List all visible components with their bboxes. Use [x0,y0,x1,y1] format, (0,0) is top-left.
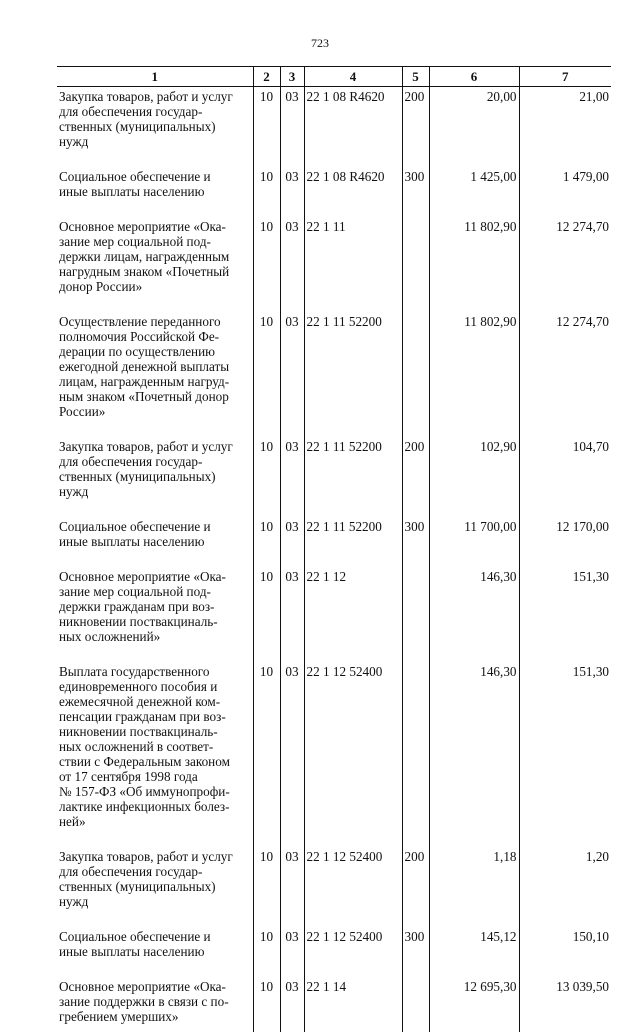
description-line: Основное мероприятие «Ока- [59,219,251,234]
description-line: ствии с Федеральным законом [59,754,251,769]
description-line: зание поддержки в связи с по- [59,994,251,1009]
subsection-code: 03 [280,312,304,437]
amount-year-1: 146,30 [429,662,519,847]
target-article-code: 22 1 12 52400 [304,927,402,977]
description-line: зание мер социальной под- [59,234,251,249]
section-code: 10 [253,927,280,977]
row-description [57,217,253,312]
description-line: нужд [59,134,251,149]
row-description [57,567,253,662]
target-article-code: 22 1 11 52200 [304,517,402,567]
description-line: № 157-ФЗ «Об иммунопрофи- [59,784,251,799]
subsection-code: 03 [280,847,304,927]
description-line: лактике инфекционных болез- [59,799,251,814]
description-line: пенсации гражданам при воз- [59,709,251,724]
table-body [57,87,611,1032]
amount-year-2: 151,30 [519,662,611,847]
amount-year-2: 12 274,70 [519,312,611,437]
target-article-code: 22 1 12 52400 [304,662,402,847]
header-col-3: 3 [280,67,304,87]
description-line: Закупка товаров, работ и услуг [59,89,251,104]
amount-year-1: 102,90 [429,437,519,517]
section-code: 10 [253,87,280,168]
description-line: Осуществление переданного [59,314,251,329]
table-row [57,167,611,217]
subsection-code: 03 [280,437,304,517]
amount-year-1: 145,12 [429,927,519,977]
description-line: никновении поствакциналь- [59,614,251,629]
description-line: гребением умерших» [59,1009,251,1024]
expense-type-code: 300 [402,167,429,217]
section-code: 10 [253,567,280,662]
description-line: от 17 сентября 1998 года [59,769,251,784]
header-col-1: 1 [57,67,253,87]
table-row [57,662,611,847]
description-line: иные выплаты населению [59,944,251,959]
description-line: Основное мероприятие «Ока- [59,569,251,584]
table-header-row [57,67,611,87]
target-article-code: 22 1 14 [304,977,402,1032]
description-line: ных осложнений в соответ- [59,739,251,754]
amount-year-2: 21,00 [519,87,611,168]
target-article-code: 22 1 11 52200 [304,437,402,517]
target-article-code: 22 1 11 [304,217,402,312]
amount-year-1: 20,00 [429,87,519,168]
subsection-code: 03 [280,167,304,217]
expense-type-code [402,977,429,1032]
description-line: нужд [59,894,251,909]
target-article-code: 22 1 12 52400 [304,847,402,927]
description-line: донор России» [59,279,251,294]
subsection-code: 03 [280,567,304,662]
description-line: России» [59,404,251,419]
table-row [57,312,611,437]
amount-year-2: 151,30 [519,567,611,662]
target-article-code: 22 1 11 52200 [304,312,402,437]
description-line: Выплата государственного [59,664,251,679]
description-line: Социальное обеспечение и [59,929,251,944]
subsection-code: 03 [280,977,304,1032]
subsection-code: 03 [280,87,304,168]
amount-year-2: 13 039,50 [519,977,611,1032]
description-line: для обеспечения государ- [59,454,251,469]
expense-type-code [402,217,429,312]
amount-year-1: 11 802,90 [429,312,519,437]
description-line: Основное мероприятие «Ока- [59,979,251,994]
row-description [57,662,253,847]
header-col-5: 5 [402,67,429,87]
target-article-code: 22 1 08 R4620 [304,87,402,168]
section-code: 10 [253,312,280,437]
description-line: никновении поствакциналь- [59,724,251,739]
expense-type-code: 300 [402,927,429,977]
description-line: Социальное обеспечение и [59,519,251,534]
table-row [57,567,611,662]
expense-type-code [402,312,429,437]
expense-type-code: 200 [402,847,429,927]
description-line: нагрудным знаком «Почетный [59,264,251,279]
description-line: ственных (муниципальных) [59,879,251,894]
expense-type-code: 200 [402,437,429,517]
description-line: ежемесячной денежной ком- [59,694,251,709]
row-description [57,87,253,168]
table-row [57,517,611,567]
amount-year-2: 12 170,00 [519,517,611,567]
amount-year-2: 1,20 [519,847,611,927]
expense-type-code: 200 [402,87,429,168]
section-code: 10 [253,847,280,927]
subsection-code: 03 [280,217,304,312]
target-article-code: 22 1 12 [304,567,402,662]
page-number: 723 [0,36,640,51]
row-description [57,437,253,517]
description-line: дерации по осуществлению [59,344,251,359]
description-line: ней» [59,814,251,829]
description-line: ных осложнений» [59,629,251,644]
description-line: для обеспечения государ- [59,104,251,119]
amount-year-1: 12 695,30 [429,977,519,1032]
budget-table [57,66,611,1032]
description-line: лицам, награжденным нагруд- [59,374,251,389]
header-col-4: 4 [304,67,402,87]
subsection-code: 03 [280,927,304,977]
amount-year-1: 11 802,90 [429,217,519,312]
row-description [57,517,253,567]
row-description [57,927,253,977]
section-code: 10 [253,517,280,567]
description-line: ным знаком «Почетный донор [59,389,251,404]
section-code: 10 [253,437,280,517]
description-line: Социальное обеспечение и [59,169,251,184]
section-code: 10 [253,167,280,217]
description-line: Закупка товаров, работ и услуг [59,439,251,454]
section-code: 10 [253,662,280,847]
description-line: иные выплаты населению [59,184,251,199]
header-col-2: 2 [253,67,280,87]
expense-type-code [402,567,429,662]
row-description [57,847,253,927]
description-line: держки гражданам при воз- [59,599,251,614]
row-description [57,312,253,437]
description-line: полномочия Российской Фе- [59,329,251,344]
table-row [57,437,611,517]
amount-year-2: 150,10 [519,927,611,977]
section-code: 10 [253,217,280,312]
subsection-code: 03 [280,517,304,567]
table-row [57,927,611,977]
amount-year-1: 1,18 [429,847,519,927]
amount-year-1: 146,30 [429,567,519,662]
description-line: ственных (муниципальных) [59,469,251,484]
row-description [57,167,253,217]
description-line: единовременного пособия и [59,679,251,694]
section-code: 10 [253,977,280,1032]
amount-year-1: 11 700,00 [429,517,519,567]
description-line: ственных (муниципальных) [59,119,251,134]
description-line: зание мер социальной под- [59,584,251,599]
description-line: нужд [59,484,251,499]
table-row [57,217,611,312]
expense-type-code [402,662,429,847]
expense-type-code: 300 [402,517,429,567]
description-line: ежегодной денежной выплаты [59,359,251,374]
table-row [57,847,611,927]
description-line: для обеспечения государ- [59,864,251,879]
description-line: Закупка товаров, работ и услуг [59,849,251,864]
row-description [57,977,253,1032]
description-line: иные выплаты населению [59,534,251,549]
amount-year-1: 1 425,00 [429,167,519,217]
table-row [57,87,611,168]
amount-year-2: 12 274,70 [519,217,611,312]
description-line: держки лицам, награжденным [59,249,251,264]
table-row [57,977,611,1032]
target-article-code: 22 1 08 R4620 [304,167,402,217]
subsection-code: 03 [280,662,304,847]
header-col-7: 7 [519,67,611,87]
header-col-6: 6 [429,67,519,87]
amount-year-2: 1 479,00 [519,167,611,217]
amount-year-2: 104,70 [519,437,611,517]
